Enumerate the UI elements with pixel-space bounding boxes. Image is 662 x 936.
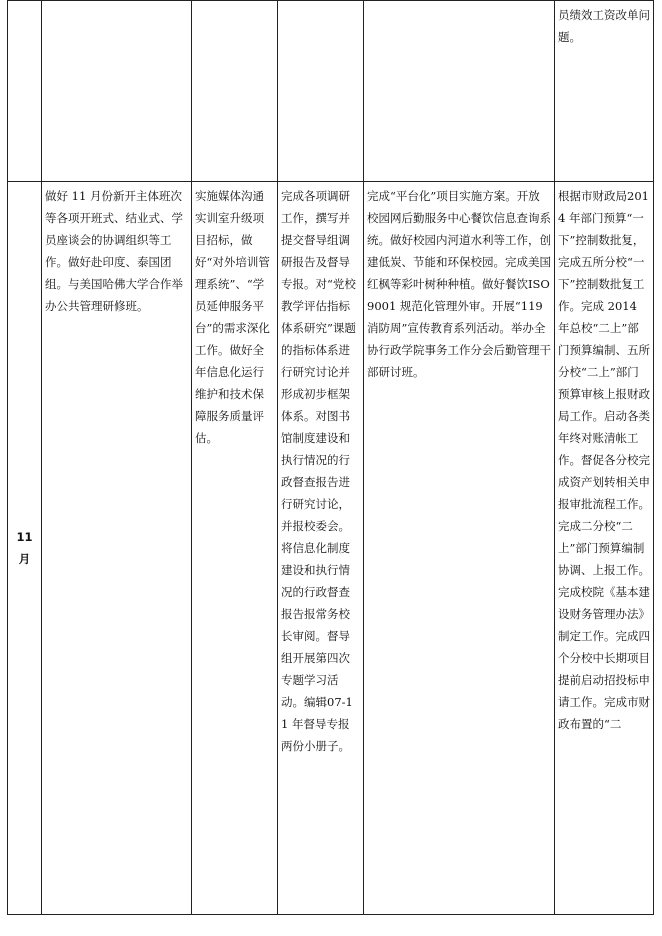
month-cell [8, 182, 42, 915]
finance-cell: 根据市财政局2014 年部门预算“一下”控制数批复，完成五所分校“一下”控制数批复工作。完成 2014 年总校“二上”部门预算编制、五所分校“二上”部门预算审核上报财政局工作。启动各类年终对账清帐工作。督促各分校完成资产划转相关申报审批流程工作。完成二分校“二上”部门预算编制协调、上报工作。完成校院《基本建设财务管理办法》制定工作。完成四个分校中长期项目提前启动招投标申请工作。完成市财政布置的“二 [555, 182, 654, 915]
table-row [8, 182, 654, 915]
it-cell: 实施媒体沟通实训室升级项目招标，做好“对外培训管理系统”、“学员延伸服务平台”的需求深化工作。做好全年信息化运行维护和技术保障服务质量评估。 [192, 182, 278, 915]
training-cell: 做好 11 月份新开主体班次等各项开班式、结业式、学员座谈会的协调组织等工作。做好赴印度、泰国团组。与美国哈佛大学合作举办公共管理研修班。 [42, 182, 192, 915]
schedule-table [7, 0, 654, 915]
logistics-cell: 完成“平台化”项目实施方案。开放校园网后勤服务中心餐饮信息查询系统。做好校园内河道水利等工作，创建低炭、节能和环保校园。完成美国红枫等彩叶树种种植。做好餐饮ISO9001 规范化管理外审。开展“119 消防周”宣传教育系列活动。举办全协行政学院事务工作分会后勤管理干部研讨班。 [364, 182, 555, 915]
finance-cell: 员绩效工资改单问题。 [555, 1, 654, 182]
month-cell [8, 1, 42, 182]
month-label: 11月 [16, 530, 33, 566]
it-cell [192, 1, 278, 182]
table-row [8, 1, 654, 182]
supervision-cell: 完成各项调研工作，撰写并提交督导组调研报告及督导专报。对“党校教学评估指标体系研究”课题的指标体系进行研究讨论并形成初步框架体系。对图书馆制度建设和执行情况的行政督查报告进行研究讨论，并报校委会。将信息化制度建设和执行情况的行政督查报告报常务校长审阅。督导组开展第四次专题学习活动。编辑07-11 年督导专报两份小册子。 [278, 182, 364, 915]
logistics-cell [364, 1, 555, 182]
supervision-cell [278, 1, 364, 182]
training-cell [42, 1, 192, 182]
